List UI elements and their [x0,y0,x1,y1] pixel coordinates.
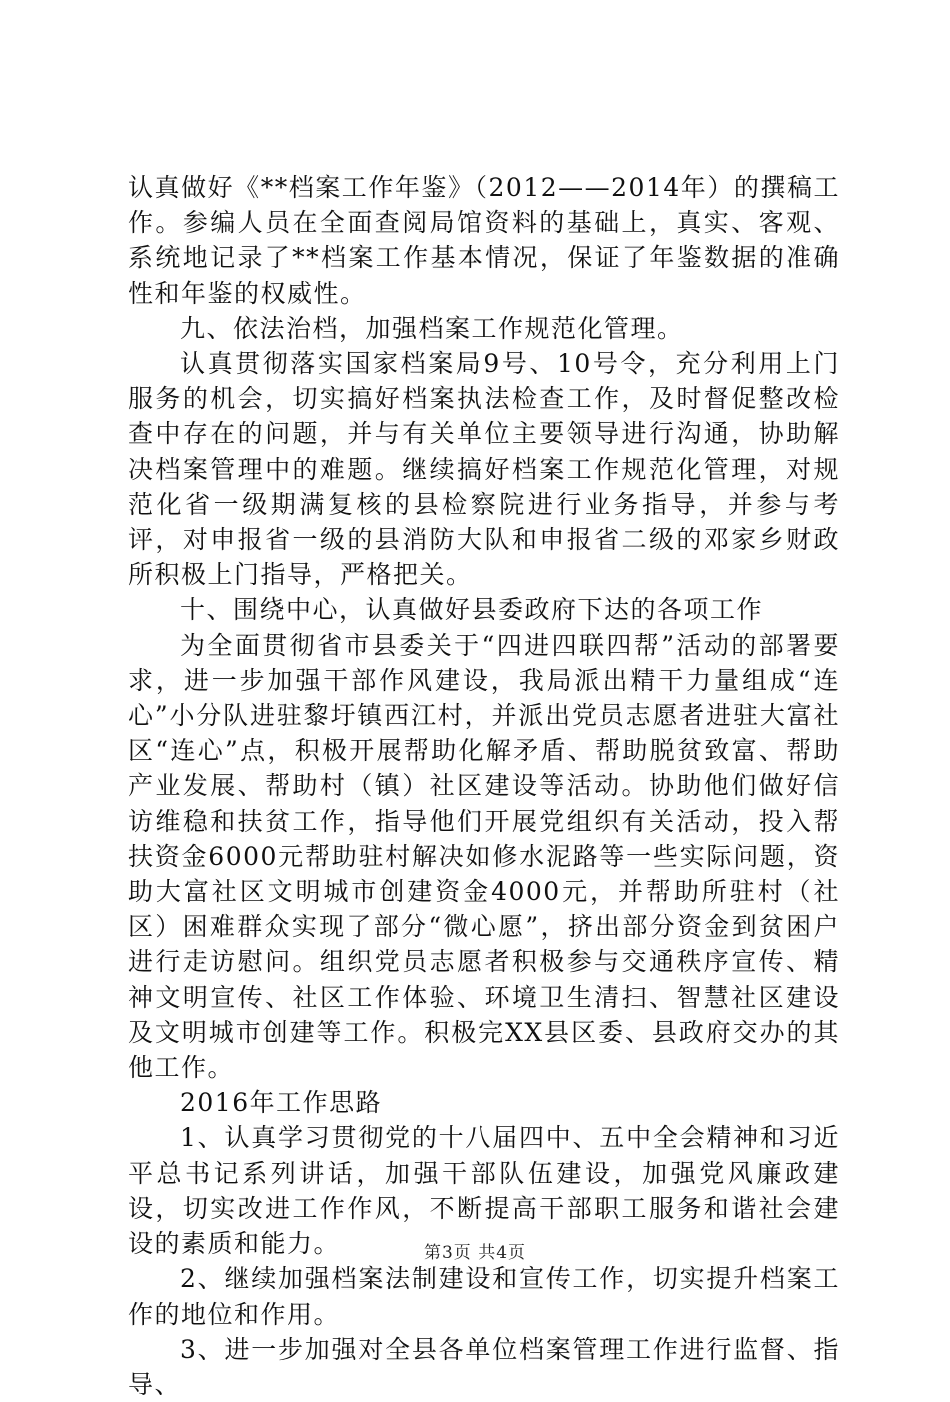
paragraph-yearbook: 认真做好《**档案工作年鉴》（2012——2014年）的撰稿工作。参编人员在全面查阅局馆资料的基础上，真实、客观、系统地记录了**档案工作基本情况，保证了年鉴数据的准确性和年鉴的权威性。 [128,173,840,308]
list-item-3: 3、进一步加强对全县各单位档案管理工作进行监督、指导、 [128,1334,840,1399]
heading-2016-plan: 2016年工作思路 [180,1088,383,1118]
list-item-2: 2、继续加强档案法制建设和宣传工作，切实提升档案工作的地位和作用。 [128,1264,840,1329]
heading-section-ten: 十、围绕中心，认真做好县委政府下达的各项工作 [180,595,764,625]
list-item-1: 1、认真学习贯彻党的十八届四中、五中全会精神和习近平总书记系列讲话，加强干部队伍建设，加强党风廉政建设，切实改进工作作风，不断提高干部职工服务和谐社会建设的素质和能力。 [128,1123,840,1259]
document-body [128,170,840,1402]
heading-section-nine: 九、依法治档，加强档案工作规范化管理。 [180,313,684,343]
page-number-footer: 第3页 共4页 [423,1243,527,1263]
paragraph-regulation: 认真贯彻落实国家档案局9号、10号令，充分利用上门服务的机会，切实搞好档案执法检查工作，及时督促整改检查中存在的问题，并与有关单位主要领导进行沟通，协助解决档案管理中的难题。继续搞好档案工作规范化管理，对规范化省一级期满复核的县检察院进行业务指导，并参与考评，对申报省一级的县消防大队和申报省二级的邓家乡财政所积极上门指导，严格把关。 [128,349,840,590]
paragraph-community-work: 为全面贯彻省市县委关于“四进四联四帮”活动的部署要求，进一步加强干部作风建设，我局派出精干力量组成“连心”小分队进驻黎圩镇西江村，并派出党员志愿者进驻大富社区“连心”点，积极开展帮助化解矛盾、帮助脱贫致富、帮助产业发展、帮助村（镇）社区建设等活动。协助他们做好信访维稳和扶贫工作，指导他们开展党组织有关活动，投入帮扶资金6000元帮助驻村解决如修水泥路等一些实际问题，资助大富社区文明城市创建资金4000元，并帮助所驻村（社区）困难群众实现了部分“微心愿”，挤出部分资金到贫困户进行走访慰问。组织党员志愿者积极参与交通秩序宣传、精神文明宣传、社区工作体验、环境卫生清扫、智慧社区建设及文明城市创建等工作。积极完XX县区委、县政府交办的其他工作。 [128,630,840,1083]
